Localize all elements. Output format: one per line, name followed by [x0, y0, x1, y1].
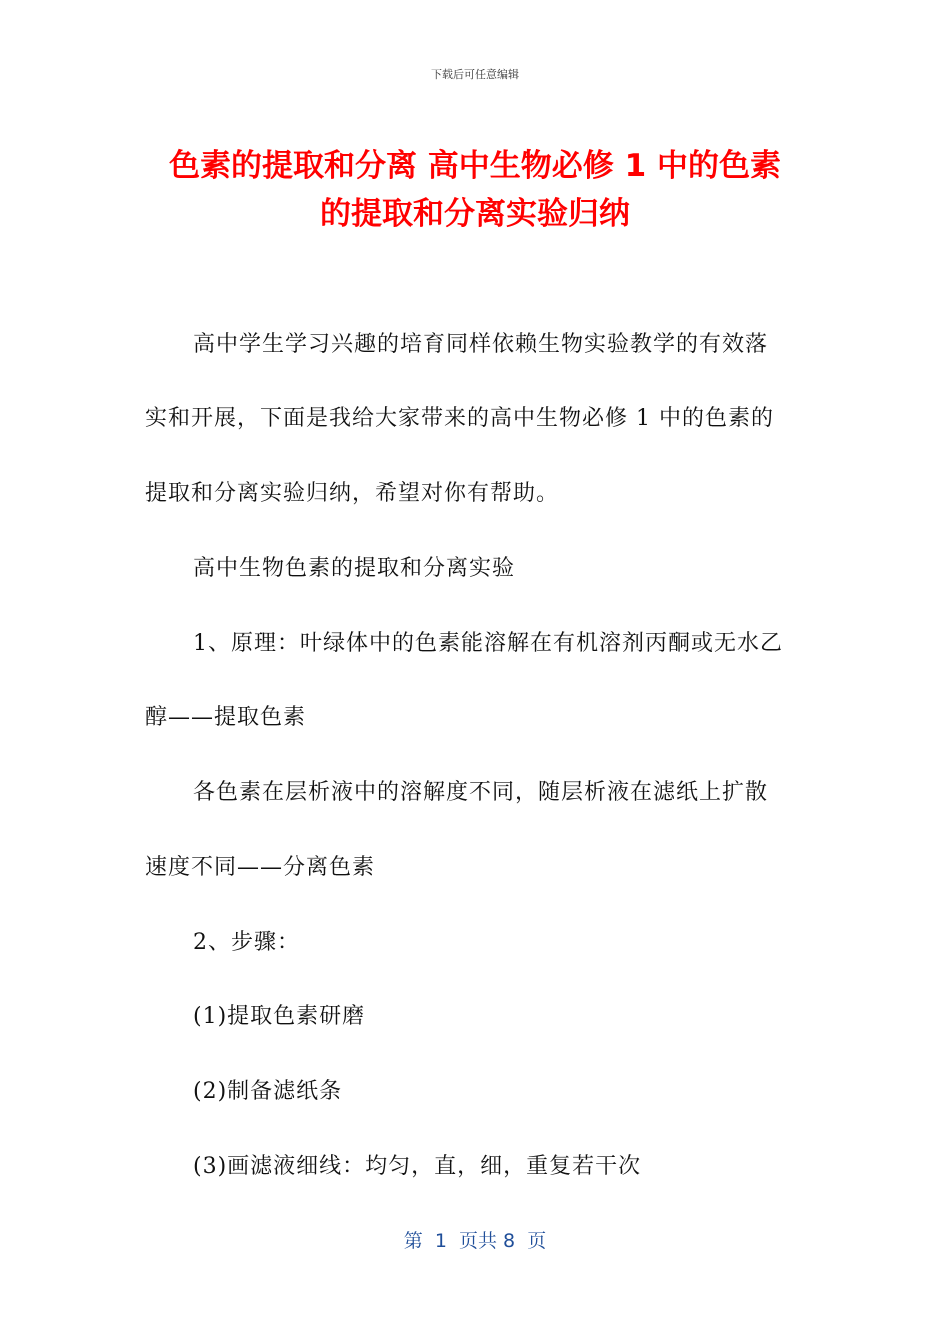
- principle-line-2: 醇——提取色素: [145, 705, 307, 730]
- header-note: 下载后可任意编辑: [431, 68, 519, 81]
- principle-separation-line-2: 速度不同——分离色素: [145, 855, 376, 880]
- title-line-2: 的提取和分离实验归纳: [320, 196, 630, 232]
- step-3: (3)画滤液细线：均匀，直，细，重复若干次: [193, 1154, 642, 1179]
- page-footer: 第 1 页共 8 页: [403, 1230, 547, 1252]
- step-2: (2)制备滤纸条: [193, 1079, 343, 1104]
- section-heading: 高中生物色素的提取和分离实验: [193, 556, 516, 581]
- paragraph-intro-line-2: 实和开展，下面是我给大家带来的高中生物必修 1 中的色素的: [145, 406, 774, 431]
- title-line-1: 色素的提取和分离 高中生物必修 1 中的色素: [169, 148, 781, 184]
- paragraph-intro-line-3: 提取和分离实验归纳，希望对你有帮助。: [145, 481, 560, 506]
- steps-heading: 2、步骤：: [193, 930, 300, 955]
- document-title: [120, 142, 830, 238]
- paragraph-intro-line-1: 高中学生学习兴趣的培育同样依赖生物实验教学的有效落: [193, 332, 769, 357]
- principle-separation-line-1: 各色素在层析液中的溶解度不同，随层析液在滤纸上扩散: [193, 780, 769, 805]
- principle-line-1: 1、原理：叶绿体中的色素能溶解在有机溶剂丙酮或无水乙: [193, 631, 783, 656]
- step-1: (1)提取色素研磨: [193, 1004, 366, 1029]
